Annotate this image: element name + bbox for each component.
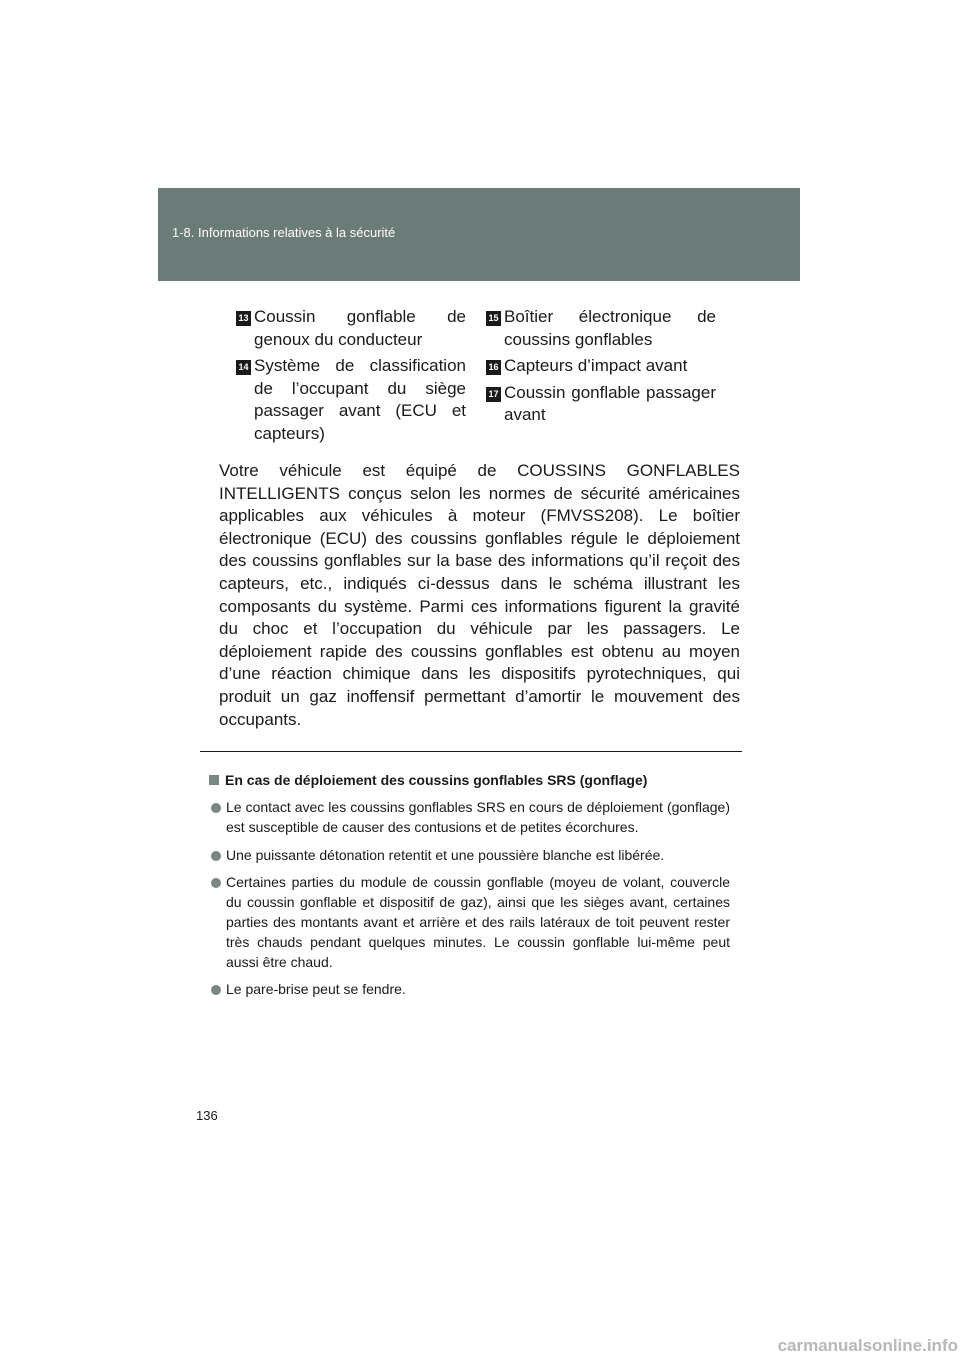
page-number: 136	[196, 1108, 218, 1123]
body-paragraph: Votre véhicule est équipé de COUSSINS GONFLABLES INTELLIGENTS conçus selon les normes de sécurité américaines applicables aux véhicules à moteur (FMVSS208). Le boîtier électronique (ECU) des coussins gonflables régule le déploiement des coussins gonflables sur la base des informations qu’il reçoit des capteurs, etc., indiqués ci-dessus dans le schéma illustrant les composants du système. Parmi ces informations figurent la gravité du choc et l’occupation du véhicule par les passagers. Le déploiement rapide des coussins gonflables est obtenu au moyen d’une réaction chimique dans les dispositifs pyrotechniques, qui produit un gaz inoffensif permettant d’amortir le mouvement des occupants.	[219, 461, 740, 729]
circle-bullet-icon	[211, 803, 221, 813]
list-item-text: Le pare-brise peut se fendre.	[226, 981, 406, 998]
legend-item	[486, 306, 716, 351]
number-15-icon: 15	[486, 311, 501, 326]
legend-item	[486, 355, 716, 378]
number-13-icon: 13	[236, 311, 251, 326]
section-header	[158, 188, 800, 281]
legend-item-label: Capteurs d’impact avant	[504, 356, 688, 375]
circle-bullet-icon	[211, 985, 221, 995]
list-item	[209, 846, 730, 866]
notes-section	[209, 771, 730, 1008]
legend-item-label: Boîtier électronique de coussins gonflables	[504, 307, 716, 349]
number-17-icon: 17	[486, 387, 501, 402]
list-item-text: Le contact avec les coussins gonflables SRS en cours de déploiement (gonflage) est susceptible de causer des contusions et de petites écorchures.	[226, 799, 730, 835]
section-title: 1-8. Informations relatives à la sécurité	[172, 225, 396, 240]
legend-item-label: Système de classification de l’occupant du siège passager avant (ECU et capteurs)	[254, 356, 466, 443]
number-16-icon: 16	[486, 360, 501, 375]
legend-item	[236, 355, 466, 445]
legend-item-label: Coussin gonflable passager avant	[504, 382, 716, 424]
list-item	[209, 798, 730, 838]
legend-left	[236, 306, 466, 449]
legend-item-label: Coussin gonflable de genoux du conducteur	[254, 307, 466, 349]
notes-heading	[209, 771, 730, 789]
legend-item	[236, 306, 466, 351]
legend-item	[486, 382, 716, 427]
list-item-text: Certaines parties du module de coussin gonflable (moyeu de volant, couvercle du coussin gonflable et dispositif de gaz), ainsi que les sièges avant, certaines parties des montants avant et arrière et des rails latéraux de toit peuvent rester très chauds pendant quelques minutes. Le coussin gonflable lui-même peut aussi être chaud.	[226, 874, 730, 970]
legend-right	[486, 306, 716, 431]
list-item	[209, 980, 730, 1000]
list-item	[209, 873, 730, 972]
divider	[200, 751, 742, 752]
circle-bullet-icon	[211, 878, 221, 888]
watermark[interactable]: carmanualsonline.info	[777, 1336, 958, 1355]
notes-heading-text: En cas de déploiement des coussins gonflables SRS (gonflage)	[225, 772, 648, 788]
number-14-icon: 14	[236, 360, 251, 375]
list-item-text: Une puissante détonation retentit et une poussière blanche est libérée.	[226, 846, 665, 863]
square-bullet-icon	[209, 775, 219, 785]
circle-bullet-icon	[211, 851, 221, 861]
